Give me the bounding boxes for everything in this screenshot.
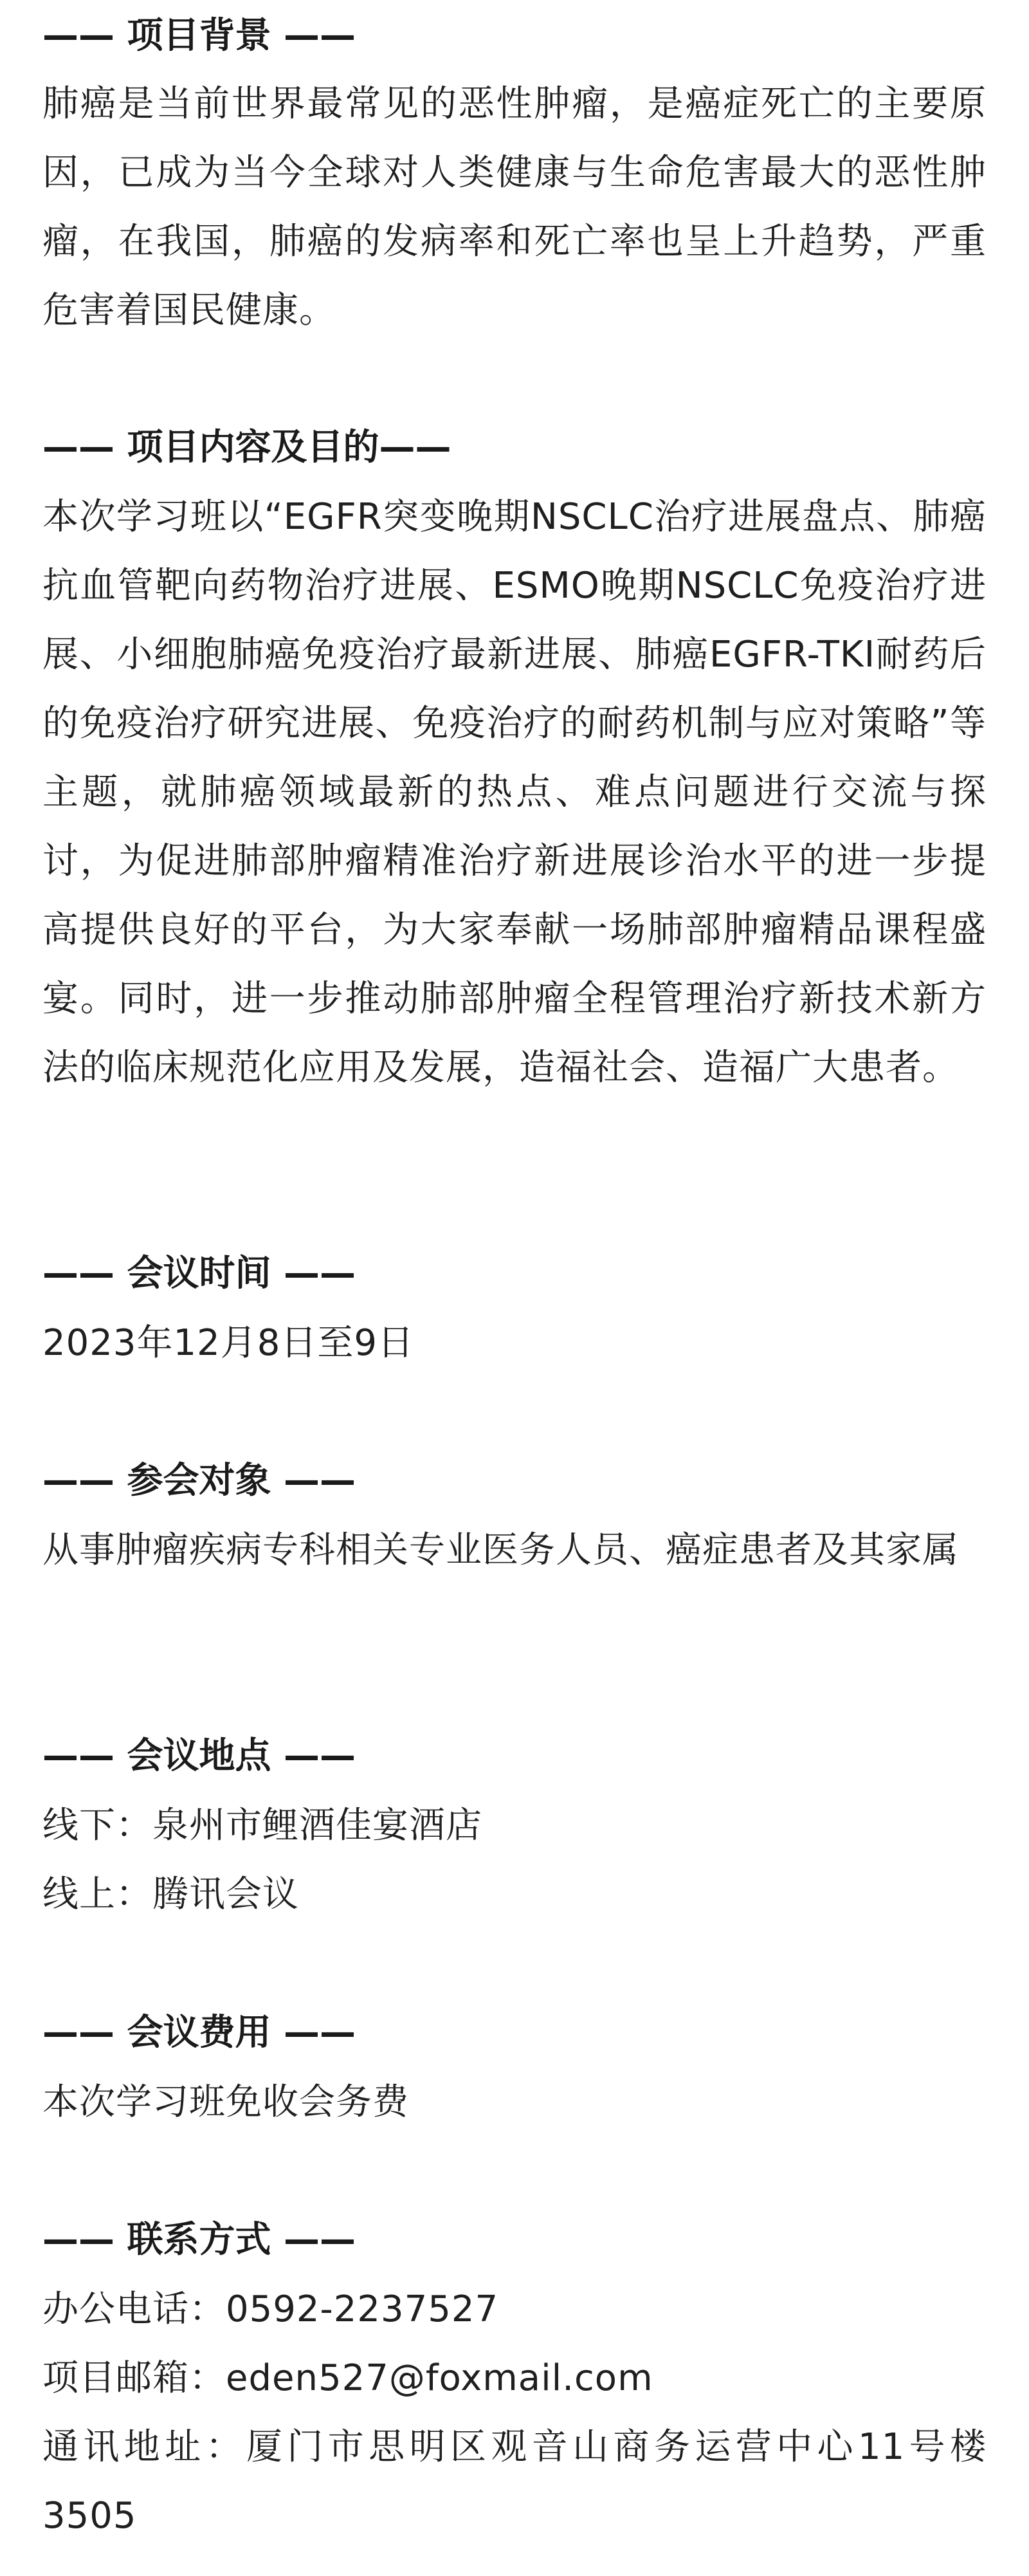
fee-text: 本次学习班免收会务费 [42, 2081, 409, 2123]
section-title-background: —— 项目背景 —— [42, 15, 356, 57]
location-online: 线上：腾讯会议 [42, 1873, 299, 1915]
contact-address: 通讯地址：厦门市思明区观音山商务运营中心11号楼3505 [42, 2426, 987, 2537]
section-title-content: —— 项目内容及目的—— [42, 427, 451, 468]
section-title-location: —— 会议地点 —— [42, 1735, 356, 1777]
audience-paragraph: 从事肿瘤疾病专科相关专业医务人员、癌症患者及其家属 [42, 1529, 959, 1571]
meeting-date: 2023年12月8日至9日 [42, 1322, 415, 1364]
section-title-time: —— 会议时间 —— [42, 1253, 356, 1294]
section-title-contact: —— 联系方式 —— [42, 2219, 356, 2261]
section-title-audience: —— 参会对象 —— [42, 1460, 356, 1502]
section-title-fee: —— 会议费用 —— [42, 2012, 356, 2054]
content-paragraph: 本次学习班以“EGFR突变晚期NSCLC治疗进展盘点、肺癌抗血管靶向药物治疗进展、ESMO晚期NSCLC免疫治疗进展、小细胞肺癌免疫治疗最新进展、肺癌EGFR-TKI耐药后的免疫治疗研究进展、免疫治疗的耐药机制与应对策略”等主题，就肺癌领域最新的热点、难点问题进行交流与探讨，为促进肺部肿瘤精准治疗新进展诊治水平的进一步提高提供良好的平台，为大家奉献一场肺部肿瘤精品课程盛宴。同时，进一步推动肺部肿瘤全程管理治疗新技术新方法的临床规范化应用及发展，造福社会、造福广大患者。 [42, 496, 987, 1089]
background-paragraph: 肺癌是当前世界最常见的恶性肿瘤，是癌症死亡的主要原因，已成为当今全球对人类健康与生命危害最大的恶性肿瘤，在我国，肺癌的发病率和死亡率也呈上升趋势，严重危害着国民健康。 [42, 83, 987, 331]
contact-email[interactable]: 项目邮箱：eden527@foxmail.com [42, 2357, 653, 2399]
contact-phone[interactable]: 办公电话：0592-2237527 [42, 2288, 499, 2330]
location-offline: 线下：泉州市鲤酒佳宴酒店 [42, 1805, 482, 1846]
